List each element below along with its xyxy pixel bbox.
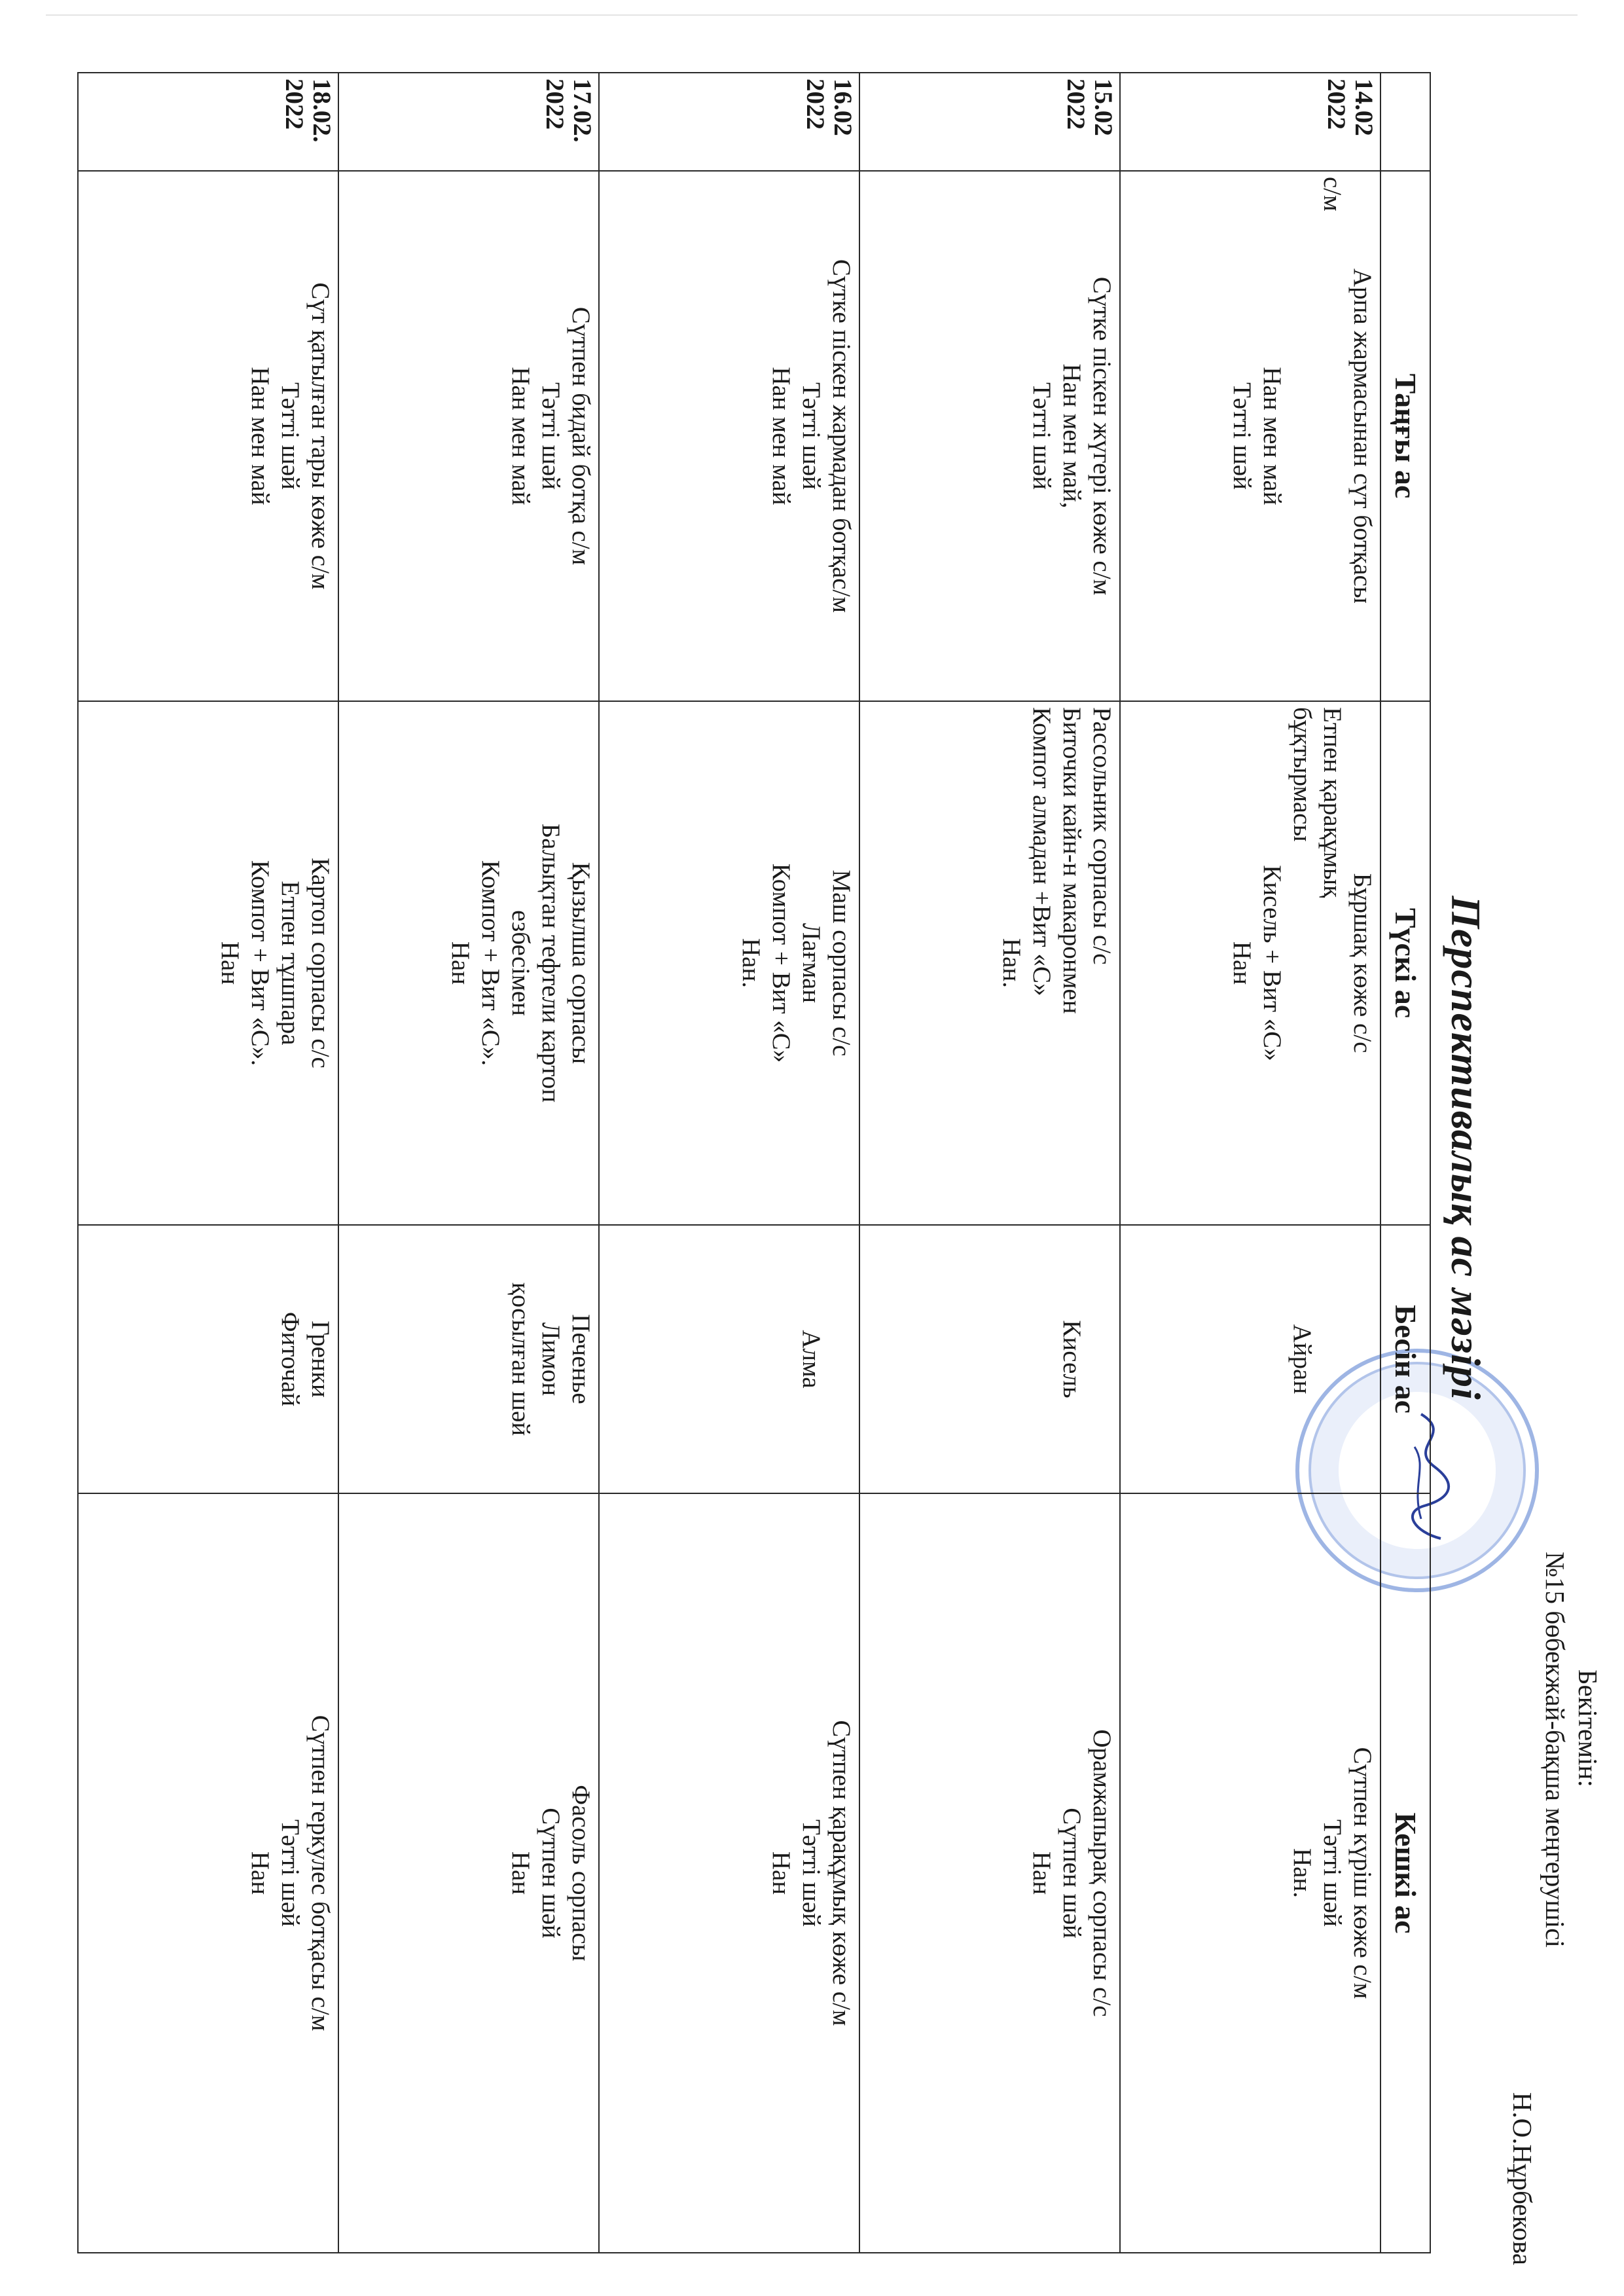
dinner-line: Тәтті шәй [1318, 1819, 1346, 1927]
table-row [599, 73, 859, 2253]
date-cell [1120, 73, 1380, 171]
snack-line: Гренки [306, 1321, 334, 1398]
breakfast-line: Нан мен май [507, 367, 535, 505]
snack-cell [859, 1225, 1120, 1493]
breakfast-line: с/м [1318, 177, 1346, 211]
lunch-line: Бұршақ көже с/с [1348, 873, 1377, 1053]
dinner-line: Тәтті шәй [797, 1819, 825, 1927]
breakfast-cell [599, 171, 859, 701]
lunch-cell [338, 701, 599, 1225]
breakfast-line: Тәтті шәй [1028, 382, 1056, 490]
header-breakfast: Таңғы ас [1380, 171, 1430, 701]
snack-line: Айран [1288, 1324, 1316, 1394]
header-snack: Бесін ас [1380, 1225, 1430, 1493]
lunch-line: Кисель + Вит «С» [1258, 865, 1286, 1061]
date-cell [338, 73, 599, 171]
dinner-line: Тәтті шәй [276, 1819, 304, 1927]
page-title: Перспективалық ас мәзірі [1443, 896, 1489, 1400]
table-row [78, 73, 338, 2253]
snack-line: Печенье [567, 1314, 595, 1404]
snack-line: Фиточай [276, 1311, 304, 1407]
breakfast-line: Нан мен май, [1058, 363, 1086, 509]
lunch-line: Компот + Вит «С». [246, 860, 274, 1066]
lunch-line: Нан [446, 941, 475, 985]
lunch-line: бұқтырмасы [1288, 707, 1316, 842]
date-day: 16.02 [829, 79, 857, 136]
header-lunch: Түскі ас [1380, 701, 1430, 1225]
date-cell [599, 73, 859, 171]
breakfast-line: Сүтке піскен жүгері көже с/м [1088, 276, 1116, 596]
lunch-line: Нан. [737, 938, 765, 989]
header-dinner: Кешкі ас [1380, 1493, 1430, 2253]
breakfast-line [1287, 177, 1317, 695]
dinner-cell [859, 1493, 1120, 2253]
breakfast-line: Сүтке піскен жармадан ботқас/м [827, 259, 856, 613]
lunch-line: Етпен қарақұмық [1318, 707, 1346, 898]
lunch-line: езбесімен [507, 910, 535, 1016]
breakfast-line: Сүтпен бидай ботқа с/м [567, 306, 595, 566]
dinner-line: Сүтпен шәй [537, 1808, 565, 1939]
date-year: 2022 [801, 79, 829, 130]
date-year: 2022 [541, 79, 569, 130]
snack-line: қосылған шәй [507, 1282, 535, 1436]
breakfast-line: Тәтті шәй [276, 382, 304, 490]
lunch-line: Нан [1228, 941, 1256, 985]
approval-position: №15 бөбекжай-бақша меңгерушісі [1540, 1552, 1570, 1948]
date-day: 15.02 [1089, 79, 1117, 136]
lunch-line: Картоп сорпасы с/с [306, 858, 334, 1068]
breakfast-line: Нан мен май [246, 367, 274, 505]
snack-line [1317, 1231, 1347, 1487]
snack-line [1347, 1231, 1377, 1487]
dinner-line: Нан. [1288, 1848, 1316, 1899]
breakfast-line: Сүт қатылған тары көже с/м [306, 282, 334, 590]
breakfast-line: Тәтті шәй [537, 382, 565, 490]
breakfast-cell [338, 171, 599, 701]
lunch-cell [1120, 701, 1380, 1225]
snack-line: Лимон [537, 1322, 565, 1396]
lunch-line: Нан [216, 941, 244, 985]
snack-cell [599, 1225, 859, 1493]
dinner-line: Нан [1028, 1851, 1056, 1895]
header-date [1380, 73, 1430, 171]
lunch-line: Биточки кайн-н макаронмен [1058, 707, 1086, 1014]
dinner-cell [599, 1493, 859, 2253]
dinner-line: Нан [246, 1851, 274, 1895]
dinner-cell [78, 1493, 338, 2253]
snack-cell [78, 1225, 338, 1493]
lunch-cell [859, 701, 1120, 1225]
breakfast-line: Нан мен май [767, 367, 795, 505]
date-day: 17.02. [568, 79, 596, 143]
approval-block [1506, 1552, 1604, 2272]
table-row [1120, 73, 1380, 2253]
lunch-line: Рассольник сорпасы с/с [1088, 707, 1116, 965]
lunch-cell [78, 701, 338, 1225]
menu-table [77, 72, 1431, 2253]
lunch-cell [599, 701, 859, 1225]
date-cell [859, 73, 1120, 171]
dinner-line: Нан [767, 1851, 795, 1895]
dinner-line: Сүтпен күріш көже с/м [1348, 1747, 1377, 1999]
date-day: 14.02 [1350, 79, 1378, 136]
date-day: 18.02. [308, 79, 336, 143]
dinner-cell [1120, 1493, 1380, 2253]
dinner-cell [338, 1493, 599, 2253]
dinner-line: Нан [507, 1851, 535, 1895]
header-row [1380, 73, 1430, 2253]
dinner-line: Орамжапырақ сорпасы с/с [1088, 1729, 1116, 2017]
breakfast-line: Нан мен май [1258, 367, 1286, 505]
table-row [338, 73, 599, 2253]
approval-name: Н.О.Нұрбекова [1507, 2092, 1538, 2265]
lunch-line: Лағман [797, 922, 825, 1004]
breakfast-cell [78, 171, 338, 701]
breakfast-line: Тәтті шәй [1228, 382, 1256, 490]
breakfast-cell [1120, 171, 1380, 701]
lunch-line: Қызылша сорпасы [567, 862, 595, 1065]
lunch-line: Компот алмадан +Вит «С» [1028, 707, 1056, 996]
dinner-line: Сүтпен шәй [1058, 1808, 1086, 1939]
dinner-line: Сүтпен қарақұмық көже с/м [827, 1720, 856, 2026]
lunch-line: Компот + Вит «С». [477, 860, 505, 1066]
lunch-line: Балықтан тефтели картоп [537, 823, 565, 1103]
date-year: 2022 [280, 79, 308, 130]
snack-cell [1120, 1225, 1380, 1493]
snack-line [826, 1231, 856, 1487]
snack-cell [338, 1225, 599, 1493]
date-year: 2022 [1062, 79, 1090, 130]
date-year: 2022 [1322, 79, 1350, 130]
date-cell [78, 73, 338, 171]
dinner-line: Фасоль сорпасы [567, 1785, 595, 1961]
approval-heading: Бекітемін: [1573, 1669, 1603, 1787]
dinner-line: Сүтпен геркулес ботқасы с/м [306, 1715, 334, 2032]
snack-line: Кисель [1058, 1320, 1086, 1398]
snack-line [1087, 1231, 1117, 1487]
lunch-line: Нан. [998, 938, 1026, 989]
breakfast-cell [859, 171, 1120, 701]
table-row [859, 73, 1120, 2253]
lunch-line: Маш сорпасы с/с [827, 869, 856, 1057]
lunch-line: Компот + Вит «С» [767, 863, 795, 1063]
snack-line: Алма [797, 1330, 825, 1389]
lunch-line: Етпен тұшпара [276, 881, 304, 1046]
breakfast-line: Арпа жармасынан сүт ботқасы [1348, 268, 1377, 604]
breakfast-line: Тәтті шәй [797, 382, 825, 490]
